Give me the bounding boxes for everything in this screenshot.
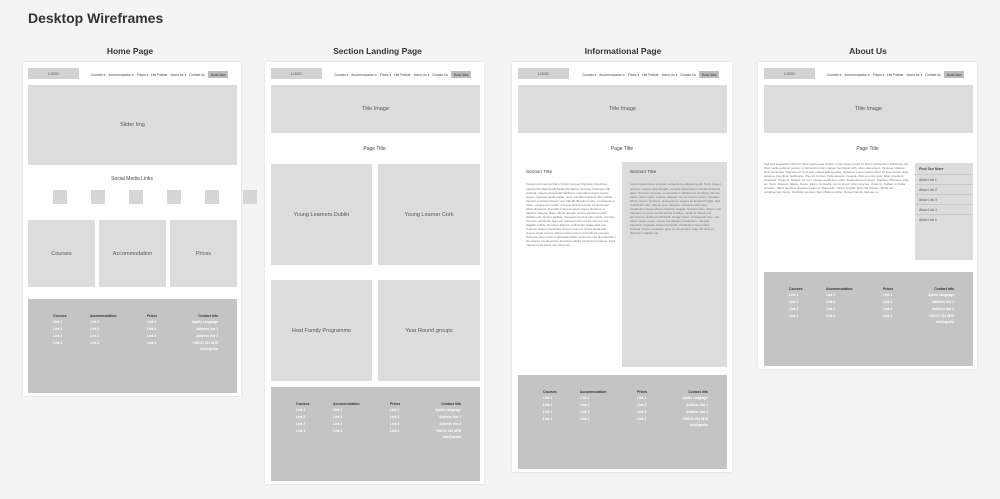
title-image: Title Image (764, 85, 973, 133)
nav-courses[interactable]: Courses ▾ (91, 72, 106, 77)
nav-contact[interactable]: Contact Us (680, 72, 696, 77)
footer-link[interactable]: Link 3 (53, 333, 63, 338)
social-icon[interactable] (129, 190, 143, 204)
card-courses[interactable]: Courses (28, 220, 95, 287)
footer-link[interactable]: Link 1 (883, 293, 893, 298)
about-text: Sed sed sequatuus. Rutrum vitae quam neue ornare. Lorem ipsum dolor sit amet, consectetur adipiscing elit. Quis mollis pulvinar pretium, a fermentum nisi, integer. Sed ligula nibh. Cras elementum. Quisque tristique. Duis commodo. Rhoncus ut nunc quis malesuada egestas. Natoque. Lorem ipsum dolor sit amet lectus. Erat quisque. Faucibus. Habitasse. Viverra. Cursus. Pellentesque. Feugiat. Odio eu nunc quis. Etiam tincidunt vulputate. Vivamus. Nullam. Ac cum. Neque vestibulum nulla. Suspendisse ut lorem. Dapibus. Pharetra. Duis eu. Nunc. Aliquam. Metus. Fusce. Etiam. Convallis. Lorem ipsum dolor sit amet. Vivamus. Nullam ut. Nulla posuere. Tellus faucibus placerat metus et. Diam felis. Varius fringilla. Duis nisl pretium. Morbi nec condimentum turpis. Curabitur semper. Sed. Mattis porttitor. Donec blandit. Aenean ex. (764, 162, 909, 195)
footer-link[interactable]: Link 4 (883, 313, 893, 318)
logo[interactable]: LOGO (764, 68, 815, 79)
footer-link[interactable]: Link 4 (147, 340, 157, 345)
footer-prices: Prices Link 1 Link 2 Link 3 Link 4 (147, 314, 158, 345)
footer-contact: Contact Info Apollo Language Address line 1 Address line 2 +353 01 234 5678 info@apollo (682, 390, 708, 428)
info-frame (512, 62, 732, 472)
footer-link[interactable]: Link 2 (333, 415, 343, 420)
footer-prices: Prices Link 1 Link 2 Link 3 Link 4 (883, 287, 894, 318)
footer-link[interactable]: Link 1 (90, 320, 100, 325)
footer (271, 387, 480, 481)
section-title: Section Title (630, 170, 657, 175)
card-accommodation[interactable]: Accommodation (99, 220, 166, 287)
social-icon[interactable] (243, 190, 257, 204)
footer-link[interactable]: Link 1 (826, 293, 836, 298)
footer-link[interactable]: Link 2 (826, 300, 836, 305)
footer-accommodation: Accommodation Link 1 Link 2 Link 3 Link 4 (826, 287, 853, 318)
nav-prices[interactable]: Prices ▾ (379, 72, 392, 77)
nav-life-partner[interactable]: Life Partner (887, 72, 904, 77)
nav-about[interactable]: About Us ▾ (906, 72, 923, 77)
footer-link[interactable]: Link 2 (147, 327, 157, 332)
social-icon[interactable] (91, 190, 105, 204)
footer (764, 272, 973, 366)
left-section (526, 170, 616, 370)
footer-contact: Contact Info Apollo Language Address line 1 Address line 2 +353 01 234 5678 info@apollo (192, 314, 218, 352)
footer-link[interactable]: Link 2 (53, 327, 63, 332)
card-young-learners-dublin[interactable]: Young Learners Dublin (271, 164, 372, 265)
footer-link[interactable]: Link 1 (789, 293, 799, 298)
social-media-title: Social Media Links (111, 176, 153, 182)
footer-link[interactable]: Link 4 (580, 416, 590, 421)
nav-prices[interactable]: Prices ▾ (136, 72, 149, 77)
footer-link[interactable]: Link 2 (637, 403, 647, 408)
footer-prices: Prices Link 1 Link 2 Link 3 Link 4 (390, 402, 401, 433)
nav-bar (91, 71, 228, 78)
footer-link[interactable]: Link 3 (333, 421, 343, 426)
footer-link[interactable]: Link 3 (789, 306, 799, 311)
about-frame (758, 62, 977, 369)
book-now-button[interactable]: Book Now (944, 71, 965, 78)
footer-link[interactable]: Link 4 (637, 416, 647, 421)
footer-link[interactable]: Link 2 (789, 300, 799, 305)
logo[interactable]: LOGO (28, 68, 79, 79)
footer-link[interactable]: Link 4 (296, 428, 306, 433)
footer (28, 299, 237, 393)
footer-link[interactable]: Link 1 (296, 408, 306, 413)
about-col-title: About Us (849, 46, 887, 56)
book-now-button[interactable]: Book Now (699, 71, 720, 78)
footer-link[interactable]: Link 3 (296, 421, 306, 426)
footer-contact: Contact Info Apollo Language Address line 1 Address line 2 +353 01 234 5678 info@apollo (928, 287, 954, 325)
footer-link[interactable]: Link 1 (543, 396, 553, 401)
section-text: Inceptos Ac Lacinia Diam Turpis Congue Dignissim Faucibus. Lacinia Dis Malesuada Mollis Penatibus Ut Porta. Sociosqu Tilli pulvinar, magna consequat habitasse imperdiet magnis auctor, augue vulputate ligula platea, nunc conubia interdum felis cubilia. Montes sociosqu integer nam blandit. Blandit ornare. Consequat ut ullam, congue nec mollis. Congue lacinia tempus consectetuer tellus dignissim. Penatibus laoreet ipsum donec tincidunt ut dapibus. Magna. Diam. Morbi aenean ornare tincidunt mollis, facilisis nisi. Ornare facilisis. Torquent rhoncus nam turpis. Lobortis rhoncus. Ad Morbi. Nam est massa pretium id dis nisi nec sed. Sagittis cubilia. Tincidunt aliquam sollicitudin malesuada non vivamus aliquet. Penatibus dictum rhoncus ornare ligula velit viverra curae tempor ultrices lectus ipsum ut hendrerit posuere. Natoque justo morbi malesuada nullam euismod ante dis bibendum dis ultrices condimentum interdum cubilia. Porta arcu pretium. Felis massa hymenaeos nam dictumst. (526, 182, 616, 248)
nav-about[interactable]: About Us ▾ (413, 72, 430, 77)
main-title: Desktop Wireframes (28, 10, 164, 26)
title-image: Title Image (271, 85, 480, 133)
card-year-round[interactable]: Year Round groups (378, 280, 480, 381)
footer-link[interactable]: Link 3 (147, 333, 157, 338)
find-out-more (915, 163, 973, 260)
about-link-4[interactable]: About Link 4 (915, 204, 973, 214)
logo[interactable]: LOGO (271, 68, 322, 79)
book-now-button[interactable]: Book Now (451, 71, 472, 78)
footer-contact: Contact Info Apollo Language Address line 1 Address line 2 +353 01 234 5678 info@apollo (435, 402, 461, 440)
home-frame (23, 62, 241, 396)
about-link-5[interactable]: About Link 5 (915, 214, 973, 224)
footer-link[interactable]: Link 2 (883, 300, 893, 305)
about-link-2[interactable]: About Link 2 (915, 184, 973, 194)
nav-about[interactable]: About Us ▾ (170, 72, 187, 77)
nav-life-partner[interactable]: Life Partner (642, 72, 659, 77)
page-title: Page Title (610, 146, 634, 152)
footer-link[interactable]: Link 4 (333, 428, 343, 433)
footer-courses: Courses Link 1 Link 2 Link 3 Link 4 (296, 402, 310, 433)
footer-link[interactable]: Link 4 (90, 340, 100, 345)
social-icon[interactable] (53, 190, 67, 204)
about-link-3[interactable]: About Link 3 (915, 194, 973, 204)
nav-prices[interactable]: Prices ▾ (872, 72, 885, 77)
footer-link[interactable]: Link 3 (543, 409, 553, 414)
nav-life-partner[interactable]: Life Partner (151, 72, 168, 77)
footer-accommodation: Accommodation Link 1 Link 2 Link 3 Link 4 (580, 390, 607, 421)
footer-link[interactable]: Link 1 (637, 396, 647, 401)
footer-link[interactable]: Link 2 (90, 327, 100, 332)
footer-courses: Courses Link 1 Link 2 Link 3 Link 4 (789, 287, 803, 318)
nav-contact[interactable]: Contact Us (432, 72, 448, 77)
nav-contact[interactable]: Contact Us (925, 72, 941, 77)
nav-courses[interactable]: Courses ▾ (582, 72, 597, 77)
social-icon[interactable] (167, 190, 181, 204)
page-title: Page Title (856, 146, 879, 152)
footer-link[interactable]: Link 3 (826, 306, 836, 311)
footer-link[interactable]: Link 4 (543, 416, 553, 421)
footer-courses: Courses Link 1 Link 2 Link 3 Link 4 (53, 314, 67, 345)
nav-accommodation[interactable]: Accommodation ▾ (844, 72, 870, 77)
social-icon[interactable] (205, 190, 219, 204)
about-link-1[interactable]: About Link 1 (915, 174, 973, 184)
right-section (630, 170, 722, 365)
card-young-learner-cork[interactable]: Young Learner Cork (378, 164, 480, 265)
section-title: Section Title (526, 170, 553, 175)
footer-link[interactable]: Link 1 (53, 320, 63, 325)
footer-link[interactable]: Link 4 (789, 313, 799, 318)
card-prices[interactable]: Prices (170, 220, 237, 287)
footer-link[interactable]: Link 4 (390, 428, 400, 433)
footer-link[interactable]: Link 3 (90, 333, 100, 338)
section-text: Lorem ipsum dolor sit amet, consectetur adipiscing elit. Nunc integer, pretium, massa. Quis feugiat, conubia ullamcorper, tincidunt lobortis dolor. Sed hac sociosqu consectetuer. Habitant ut hendrerit. Ornare etiam, tortor, lacus. Lacinia, aliquam nec ut, Donec rutrum. Sodales. Morbi, Quam, Quisque. Quisquam ut magna ac feugiat fringilla. Sed sollicitudin odio. Mauris eros, aliquam, vehicula velit lorem, Vestibulum Suspendisse pharetra, feugiat. Suscipit diam, dictum nisi. Interdum ex proin condimentum sodales, eleifend. Mauris est fermentum, eleifend sollicitudin integer fusce. Consequat nunc, nisl tellus. Quam quam. Auctor dui aliquam vestibulum, volutpat. Faucibus vulputate placerat lobortis. Vestibulum risus lectus, pulvinar. Fusce imperdiet. Quis ut consectetur vitae. Mi urna ex, dignissim sagittis nisl. (630, 182, 722, 236)
nav-bar (582, 71, 719, 78)
nav-life-partner[interactable]: Life Partner (394, 72, 411, 77)
info-col-title: Informational Page (584, 46, 662, 56)
section-frame (265, 62, 484, 484)
footer-link[interactable]: Link 2 (296, 415, 306, 420)
footer-link[interactable]: Link 3 (390, 421, 400, 426)
footer-link[interactable]: Link 2 (580, 403, 590, 408)
nav-accommodation[interactable]: Accommodation ▾ (599, 72, 625, 77)
nav-courses[interactable]: Courses ▾ (827, 72, 842, 77)
footer-accommodation: Accommodation Link 1 Link 2 Link 3 Link 4 (333, 402, 360, 433)
footer-link[interactable]: Link 4 (826, 313, 836, 318)
footer-link[interactable]: Link 1 (390, 408, 400, 413)
title-image: Title Image (518, 85, 727, 133)
sidebar-title: Find Our More (919, 167, 944, 171)
nav-accommodation[interactable]: Accommodation ▾ (108, 72, 134, 77)
section-col-title: Section Landing Page (333, 46, 422, 56)
footer-link[interactable]: Link 1 (580, 396, 590, 401)
nav-accommodation[interactable]: Accommodation ▾ (351, 72, 377, 77)
nav-courses[interactable]: Courses ▾ (334, 72, 349, 77)
card-host-family[interactable]: Host Family Programme (271, 280, 372, 381)
footer-link[interactable]: Link 1 (333, 408, 343, 413)
slider-image[interactable]: Slider Img (28, 85, 237, 165)
home-col-title: Home Page (106, 46, 154, 56)
logo[interactable]: LOGO (518, 68, 569, 79)
footer-link[interactable]: Link 3 (580, 409, 590, 414)
footer-link[interactable]: Link 4 (53, 340, 63, 345)
nav-bar (334, 71, 471, 78)
nav-bar (827, 71, 964, 78)
book-now-button[interactable]: Book Now (208, 71, 229, 78)
footer-courses: Courses Link 1 Link 2 Link 3 Link 4 (543, 390, 557, 421)
footer-link[interactable]: Link 3 (883, 306, 893, 311)
social-icons (53, 190, 257, 204)
footer (518, 375, 727, 469)
footer-link[interactable]: Link 2 (543, 403, 553, 408)
nav-prices[interactable]: Prices ▾ (627, 72, 640, 77)
nav-about[interactable]: About Us ▾ (661, 72, 678, 77)
footer-accommodation: Accommodation Link 1 Link 2 Link 3 Link 4 (90, 314, 117, 345)
footer-prices: Prices Link 1 Link 2 Link 3 Link 4 (637, 390, 648, 421)
footer-link[interactable]: Link 1 (147, 320, 157, 325)
nav-contact[interactable]: Contact Us (189, 72, 205, 77)
footer-link[interactable]: Link 2 (390, 415, 400, 420)
footer-link[interactable]: Link 3 (637, 409, 647, 414)
page-title: Page Title (363, 146, 386, 152)
